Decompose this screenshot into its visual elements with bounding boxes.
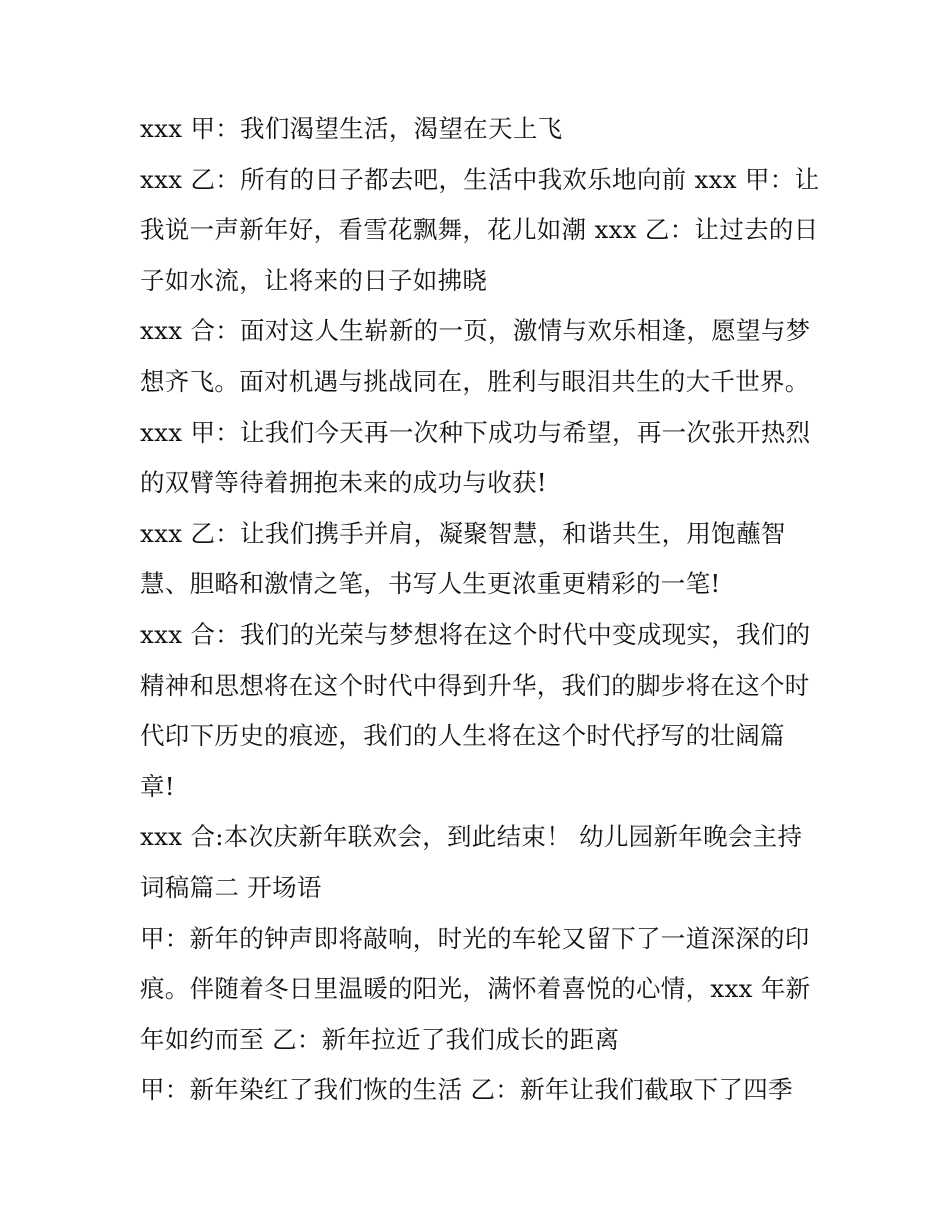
document-body — [140, 104, 820, 1116]
text-line: 我说一声新年好，看雪花飘舞，花儿如潮 xxx 乙：让过去的日 — [140, 215, 819, 245]
text-line: xxx 合：我们的光荣与梦想将在这个时代中变成现实，我们的 — [140, 619, 811, 649]
text-line: 甲：新年染红了我们恢的生活 乙：新年让我们截取下了四季 — [140, 1075, 793, 1105]
text-line: xxx 乙：让我们携手并肩，凝聚智慧，和谐共生，用饱蘸智 — [140, 518, 786, 548]
text-line: xxx 合:本次庆新年联欢会，到此结束！ 幼儿园新年晚会主持 — [140, 822, 803, 852]
text-line: xxx 合：面对这人生崭新的一页，激情与欢乐相逢，愿望与梦 — [140, 316, 811, 346]
text-line: 词稿篇二 开场语 — [140, 872, 322, 902]
text-line: 的双臂等待着拥抱未来的成功与收获! — [140, 468, 547, 498]
text-line: 痕。伴随着冬日里温暖的阳光，满怀着喜悦的心情，xxx 年新 — [140, 974, 811, 1004]
text-line: 年如约而至 乙：新年拉近了我们成长的距离 — [140, 1024, 620, 1054]
text-line: 想齐飞。面对机遇与挑战同在，胜利与眼泪共生的大千世界。 — [140, 366, 810, 396]
text-line: xxx 甲：让我们今天再一次种下成功与希望，再一次张开热烈 — [140, 417, 811, 447]
text-line: 代印下历史的痕迹，我们的人生将在这个时代抒写的壮阔篇 — [140, 721, 785, 751]
text-line: 精神和思想将在这个时代中得到升华，我们的脚步将在这个时 — [140, 670, 810, 700]
text-line: 慧、胆略和激情之笔，书写人生更浓重更精彩的一笔! — [140, 569, 721, 599]
text-line: 章! — [140, 771, 175, 801]
text-line: xxx 甲：我们渴望生活，渴望在天上飞 — [140, 114, 563, 143]
text-line: 子如水流，让将来的日子如拂晓 — [140, 265, 488, 295]
text-line: xxx 乙：所有的日子都去吧，生活中我欢乐地向前 xxx 甲：让 — [140, 164, 820, 194]
text-line: 甲：新年的钟声即将敲响，时光的车轮又留下了一道深深的印 — [140, 923, 810, 953]
